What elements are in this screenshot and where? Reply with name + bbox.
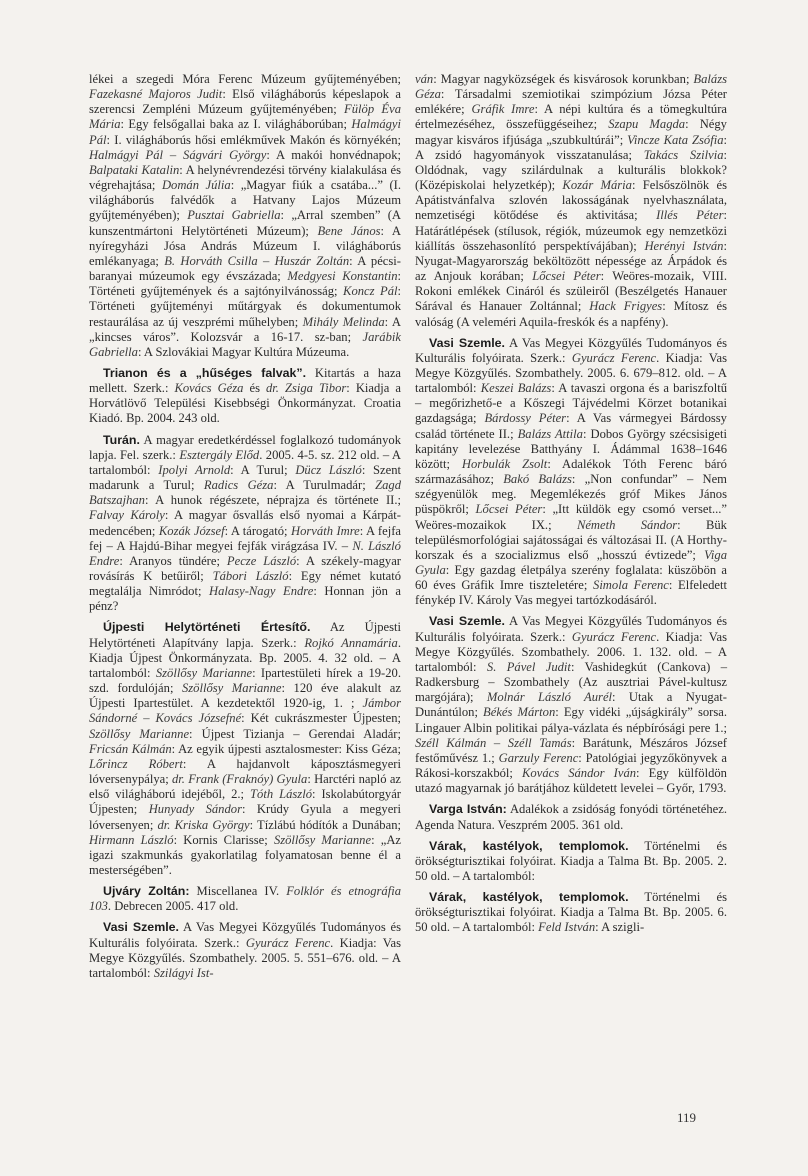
entry-text: : Magyar nagyközségek és kisvárosok korunkban; <box>433 72 694 86</box>
entry-text: : Vashidegkút (Cankova) – Radkersburg – Szombathely (Az ausztriai Pável-kultusz margójára); <box>415 659 727 705</box>
entry-text: : A makói honvédnapok; <box>266 147 401 162</box>
entry-text: . Kiadja: Vas Megye Közgyűlés. Szombathely. 2005. 6. 679–812. old. – A tartalomból: <box>415 350 728 396</box>
entry-text: : Egy külföldön utazó magyarnak jó barátjához küldetett levelei – Győr, 1793. <box>415 766 727 796</box>
entry-text: . 2005. 4-5. sz. 212 old. – A tartalomból: <box>89 447 402 477</box>
entry-text: Történelmi és örökségturisztikai folyóirat. Kiadja a Talma Bt. Bp. 2005. 6. 50 old. – A tartalomból: <box>415 890 727 935</box>
entry-text: . Debrecen 2005. 417 old. <box>107 899 239 914</box>
author-name: Halmágyi Pál <box>89 117 401 147</box>
author-name: Zagd Batszajhan <box>89 478 401 508</box>
entry-text: : Patológiai jegyzőkönyvek a Rákosi-korszakból; <box>415 750 728 781</box>
author-name: Radics Géza <box>203 478 274 493</box>
author-name: Koncz Pál <box>343 284 398 299</box>
author-name: S. Pável Judit <box>486 659 571 674</box>
author-name: dr. Zsiga Tibor <box>266 381 347 396</box>
entry-text: : „Arral szemben” (A kunszentmártoni Helytörténeti Múzeum); <box>89 208 401 238</box>
entry-title: Varga István: <box>429 802 507 817</box>
author-name: Fülöp Éva Mária <box>89 102 401 132</box>
entry-text: : I. világháborús hősi emlékművek Makón és környékén; <box>106 132 401 147</box>
right-column <box>415 72 727 936</box>
entry-text: : „Az igazi szakmunkás gyakorlatilag folyamatosan benne él a mesterségében”. <box>89 832 402 877</box>
entry-text: A Vas Megyei Közgyűlés Tudományos és Kulturális folyóirata. Szerk.: <box>415 614 727 644</box>
author-name: Hunyady Sándor <box>148 802 242 817</box>
entry-text: : A székely-magyar rovásírás K betűiről; <box>89 553 401 583</box>
author-name: dr. Kriska György <box>157 817 250 832</box>
entry-title: Vasi Szemle. <box>103 920 179 935</box>
author-name: Kozák József <box>158 523 225 538</box>
author-name: Falvay Károly <box>89 508 165 523</box>
entry-ujpesti-ertesito <box>89 620 401 878</box>
entry-text: : Kornis Clarisse; <box>173 832 274 847</box>
author-name: Vincze Kata Zsófia <box>627 132 724 147</box>
entry-text: : Első világháborús képeslapok a szerencsi Zempléni Múzeum gyűjteményében; <box>89 87 401 117</box>
entry-text: : Egy vidéki „újságkirály” sorsa. Lingauer Albin politikai pálya-vázlata és népbírósági pere 1.; <box>415 705 727 735</box>
author-name: Feld István <box>538 920 596 935</box>
entry-ujvary <box>89 884 401 914</box>
entry-title: Trianon és a „hűséges falvak”. <box>103 365 307 380</box>
author-name: Szöllősy Marianne <box>89 726 190 741</box>
author-name: Jámbor Sándorné – Kovács Józsefné <box>89 696 401 726</box>
author-name: Lőrincz Róbert <box>89 756 183 771</box>
author-name: Tábori László <box>212 569 289 583</box>
entry-text: : A népi kultúra és a tömegkultúra értelmezéséhez, összefüggéseihez; <box>415 102 728 132</box>
author-name: Illés Péter <box>656 208 724 223</box>
entry-varak-2005-6 <box>415 890 727 935</box>
entry-text: : Krúdy Gyula a megyeri lóversenyen; <box>89 802 401 832</box>
entry-text: : Oldódnak, vagy szilárdulnak a kulturális blokkok? (Középiskolai helyzetkép); <box>415 147 727 193</box>
entry-text: : A Vas vármegyei Bárdossy család története II.; <box>415 411 727 441</box>
entry-text: : Történeti gyűjteményi műtárgyak és dokumentumok restaurálása az új veszprémi műhelyben; <box>89 284 402 329</box>
page-number: 119 <box>677 1110 697 1125</box>
author-name: Takács Szilvia <box>643 147 724 162</box>
author-name: Bakó Balázs <box>503 472 572 487</box>
author-name: N. László Endre <box>89 538 401 568</box>
entry-text: : Harctéri napló az első világháború idejéből, 2.; <box>89 772 401 802</box>
author-name: Gráfik Imre <box>471 102 535 117</box>
author-name: Garzuly Ferenc <box>498 750 579 765</box>
author-name: Németh Sándor <box>576 517 678 532</box>
entry-text: : A zsidó hagyományok visszatanulása; <box>415 132 727 162</box>
author-name: Gyurácz Ferenc <box>571 350 657 365</box>
author-name: Ipolyi Arnold <box>158 462 231 477</box>
entry-text: . Kiadja: Vas Megye Közgyűlés. Szombathely. 2005. 5. 551–676. old. – A tartalomból: <box>89 935 402 980</box>
author-name: Medgyesi Konstantin <box>287 269 398 284</box>
entry-text: : A tárogató; <box>224 523 292 538</box>
entry-text: : Történeti gyűjtemények és a sajtónyilvánosság; <box>89 269 401 299</box>
entry-text: : Adalékok Tóth Ferenc báró származásához; <box>415 456 727 487</box>
author-name: Halasy-Nagy Endre <box>209 584 314 599</box>
author-name: Mihály Melinda <box>302 314 385 329</box>
entry-text: : Dobos György szécsisigeti kapitány levelezése Batthyány I. Ádámmal 1638–1646 között; <box>415 426 728 471</box>
author-name: Szilágyi Ist- <box>153 965 214 980</box>
author-name: Keszei Balázs <box>480 381 552 396</box>
entry-text: : A pécsi-baranyai múzeumok egy évszázada; <box>89 253 401 284</box>
author-name: Molnár László Aurél <box>486 690 613 705</box>
entry-text: lékei a szegedi Móra Ferenc Múzeum gyűjteményében; <box>89 72 401 86</box>
entry-text: : Ipartestületi hírek a 19-20. szd. fordulóján; <box>89 665 401 696</box>
entry-text: : A szigli- <box>595 920 645 935</box>
entry-text: : „Magyar fiúk a csatába...” (I. világháborús falvédők a Hatvany Lajos Múzeum gyűjteményében); <box>89 178 401 223</box>
entry-text: : Határátlépések (stílusok, régiók, múzeumok egy nemzetközi kiállítás összehasonlító perspektívájában); <box>415 208 727 253</box>
entry-title: Vasi Szemle. <box>429 614 505 629</box>
entry-text: : Utak a Nyugat-Dunántúlon; <box>415 690 727 720</box>
author-name: Lőcsei Péter <box>532 269 601 284</box>
entry-text: : Négy magyar kisváros ifjúsága „szubkultúrái”; <box>415 117 727 147</box>
entry-vasi-szemle-2006-1 <box>415 614 727 796</box>
entry-text: : Egy gazdag életpálya szerény foglalata: küszöbön a 60 éves Gráfik Imre tiszteletére; <box>415 563 727 593</box>
author-name: Pecze László <box>226 553 297 568</box>
entry-vasi-szemle-2005-5 <box>89 920 401 981</box>
author-name: Kovács Géza <box>174 381 244 396</box>
entry-text: : Egy felsőgallai baka az I. világháborúban; <box>120 117 352 132</box>
author-name: Lőcsei Péter <box>475 502 543 517</box>
entry-text: : A hajdanvolt káposztásmegyeri lóversenypálya; <box>89 756 401 787</box>
author-name: Szöllősy Marianne <box>155 665 253 680</box>
author-name: Hack Frigyes <box>589 299 663 314</box>
entry-text: : Nyugat-Magyarország beköltözött népessége az Árpádok és az Anjouk korában; <box>415 238 727 284</box>
entry-title: Várak, kastélyok, templomok. <box>429 890 629 905</box>
entry-text: : A fejfa fej – A Hajdú-Bihar megyei fejfák virágzása IV. – <box>89 523 401 553</box>
entry-turan <box>89 433 401 615</box>
author-name: Tóth László <box>250 787 312 802</box>
entry-text: : A Turulmadár; <box>273 478 376 493</box>
author-name: Békés Márton <box>483 705 556 720</box>
author-name: Simola Ferenc <box>593 578 669 593</box>
entry-text: : Mítosz és valóság (A veleméri Aquila-freskók és a napfény). <box>415 299 727 329</box>
entry-text: : Barátunk, Mészáros József festőművész 1.; <box>415 735 727 765</box>
author-name: Kovács Sándor Iván <box>522 766 637 781</box>
entry-text: : Honnan jön a pénz? <box>89 584 402 614</box>
entry-text: : A hunok régészete, néprajza és története II.; <box>144 493 401 508</box>
entry-text: : „Itt küldök egy csomó verset...” Weöres-mozaikok IX.; <box>415 502 727 532</box>
entry-text: : Társadalmi szemiotikai szimpózium Józsa Péter emlékére; <box>415 87 727 117</box>
entry-trianon <box>89 366 401 427</box>
entry-text: : A Szlovákiai Magyar Kultúra Múzeuma. <box>137 344 350 359</box>
entry-text: : Weöres-mozaik, VIII. Rokoni emlékek Cináról és szüleiről (Beszélgetés Hanauer Sárával és Hanauer Zoltánnal; <box>415 269 727 314</box>
author-name: Folklór és etnográfia 103 <box>89 884 401 914</box>
entry-text: Adalékok a zsidóság fonyódi történetéhez. Agenda Natura. Veszprém 2005. 361 old. <box>415 802 727 832</box>
author-name: B. Horváth Csilla – Huszár Zoltán <box>164 253 350 268</box>
author-name: Herényi István <box>644 238 724 253</box>
author-name: Horbulák Zsolt <box>461 456 548 471</box>
left-column <box>89 72 401 981</box>
entry-text: Történelmi és örökségturisztikai folyóirat. Kiadja a Talma Bt. Bp. 2005. 2. 50 old. – A tartalomból: <box>415 838 727 883</box>
entry-title: Vasi Szemle. <box>429 335 505 350</box>
entry-text: A Vas Megyei Közgyűlés Tudományos és Kulturális folyóirata. Szerk.: <box>415 335 727 365</box>
author-name: Viga Gyula <box>415 547 727 577</box>
entry-text: : A magyar ősvallás első nyomai a Kárpát-medencében; <box>89 508 401 538</box>
author-name: Balázs Géza <box>415 72 727 102</box>
author-name: Bárdossy Péter <box>484 411 567 426</box>
entry-title: Turán. <box>103 432 140 447</box>
author-name: Kozár Mária <box>562 178 632 193</box>
author-name: Balpataki Katalin <box>89 162 180 177</box>
entry-text: : Iskolabútorgyár Újpesten; <box>89 787 401 817</box>
entry-text: : Az egyik újpesti asztalosmester: Kiss Géza; <box>171 741 401 756</box>
entry-text: A magyar eredetkérdéssel foglalkozó tudományok lapja. Fel. szerk.: <box>89 432 401 462</box>
entry-text: : Aranyos tündére; <box>119 553 227 568</box>
author-name: ván <box>415 72 434 86</box>
author-name: Halmágyi Pál – Ságvári György <box>89 147 267 162</box>
author-name: Széll Kálmán – Széll Tamás <box>415 735 572 750</box>
entry-text: . Kiadja: Vas Megye Közgyűlés. Szombathely. 2006. 1. 132. old. – A tartalomból: <box>415 629 728 674</box>
entry-text: A Vas Megyei Közgyűlés Tudományos és Kulturális folyóirata. Szerk.: <box>89 920 401 950</box>
entry-varga <box>415 802 727 832</box>
author-name: Fricsán Kálmán <box>89 741 172 756</box>
author-name: Fazekasné Majoros Judit <box>89 87 223 102</box>
entry-text: Miscellanea IV. <box>189 884 287 899</box>
author-name: Bene János <box>317 223 381 238</box>
entry-vasi-szemle-2005-6 <box>415 336 727 609</box>
entry-text: : Két cukrászmester Újpesten; <box>241 711 401 726</box>
entry-text: : Elfeledett fénykép IV. Károly Vas megyei tartózkodásáról. <box>415 578 727 608</box>
author-name: Esztergály Előd <box>179 447 260 462</box>
entry-title: Ujváry Zoltán: <box>103 884 190 899</box>
entry-text: és <box>243 381 266 396</box>
entry-text: : 120 éve alakult az Újpesti Ipartestület. A kezdetektől 1920-ig, 1. ; <box>89 681 401 711</box>
author-name: Hirmann László <box>89 832 174 847</box>
entry-text: : Tízlábú hódítók a Dunában; <box>249 817 401 832</box>
author-name: dr. Frank (Fraknóy) Gyula <box>172 772 308 787</box>
entry-text: : A tavaszi orgona és a bariszfoltű – megőrizhető-e a Kőszegi Tájvédelmi Körzet botanikai gazdagsága; <box>415 381 727 426</box>
entry-text: : A „kincses város”. Kolozsvár a 16-17. sz-ban; <box>89 314 401 344</box>
entry-text: : Szent madarunk a Turul; <box>89 462 402 493</box>
author-name: Szöllősy Marianne <box>273 832 372 847</box>
author-name: Pusztai Gabriella <box>187 208 281 223</box>
entry-text: . Kiadja Újpest Önkormányzata. Bp. 2005. 4. 32 old. – A tartalomból: <box>89 635 402 680</box>
author-name: Dücz László <box>295 462 362 477</box>
author-name: Gyurácz Ferenc <box>571 629 657 644</box>
author-name: Szöllősy Marianne <box>181 681 282 696</box>
entry-text: : A helynévrendezési törvény kialakulása és végrehajtása; <box>89 162 402 193</box>
entry-text: : Kiadja a Horvátlövő Települési Kisebbségi Önkormányzat. Croatia Kiadó. Bp. 2004. 243 old. <box>89 381 401 426</box>
author-name: Domán Júlia <box>161 178 231 193</box>
entry-text: : A Turul; <box>230 462 296 477</box>
entry-varak-2005-2 <box>415 839 727 884</box>
entry-text: Az Újpesti Helytörténeti Alapítvány lapja. Szerk.: <box>89 620 401 650</box>
author-name: Balázs Attila <box>517 426 583 441</box>
entry-paragraph <box>415 72 727 330</box>
author-name: Rojkó Annamária <box>304 635 398 650</box>
entry-text: : A nyíregyházi Jósa András Múzeum I. világháborús emlékanyaga; <box>89 223 401 268</box>
entry-text: Kitartás a haza mellett. Szerk.: <box>89 365 401 396</box>
entry-text: : Újpest Tizianja – Gerendai Aladár; <box>189 726 401 741</box>
entry-text: : Egy német kutató megtalálja Nimródot; <box>89 569 402 599</box>
entry-text: : Bük településmorfológiai sajátosságai és változásai II. (A Horthy-korszak és a szocializmus első „hosszú évtizede”; <box>415 517 727 562</box>
author-name: Gyurácz Ferenc <box>245 935 331 950</box>
author-name: Szapu Magda <box>608 117 686 132</box>
entry-paragraph <box>89 72 401 360</box>
entry-text: : „Non confundar” – Nem szégyenülök meg. Megemlékezés gróf Mikes János püspökről; <box>415 472 727 517</box>
entry-title: Várak, kastélyok, templomok. <box>429 838 629 853</box>
author-name: Horváth Imre <box>291 523 360 538</box>
entry-text: : Felsőszölnök és Apátistvánfalva szlovén lakosságának nyelvhasználata, nemzetiségi kötődése és aktivitása; <box>415 178 727 223</box>
entry-title: Újpesti Helytörténeti Értesítő. <box>103 620 311 635</box>
author-name: Jarábik Gabriella <box>89 329 401 359</box>
